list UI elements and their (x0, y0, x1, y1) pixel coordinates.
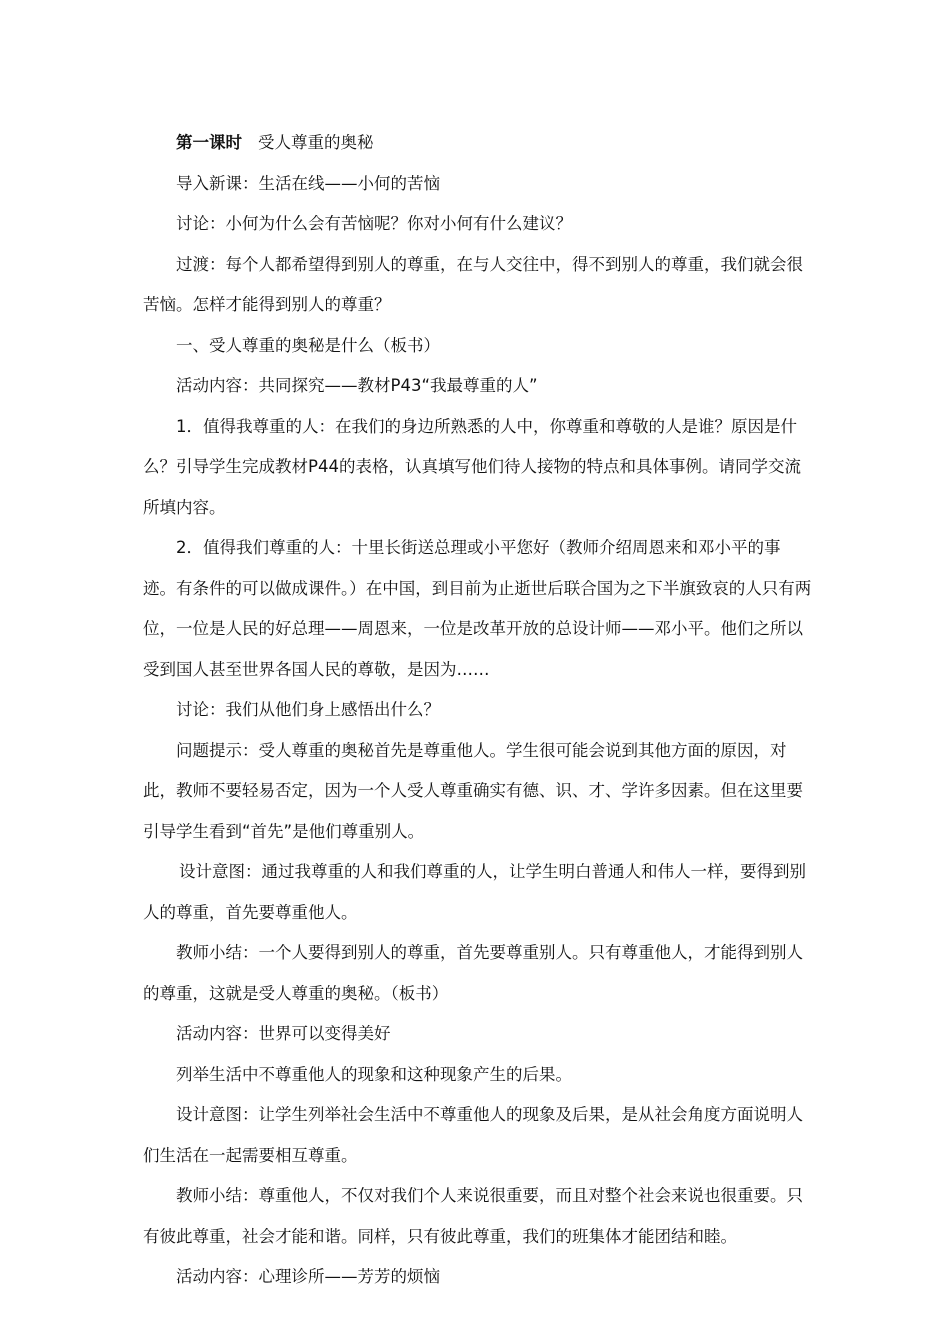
lesson-number: 第一课时 (176, 133, 242, 152)
paragraph-point-1: 1．值得我尊重的人：在我们的身边所熟悉的人中，你尊重和尊敬的人是谁？原因是什么？引导学生完成教材P44的表格，认真填写他们待人接物的特点和具体事例。请同学交流所填内容。 (143, 416, 801, 517)
lesson-topic: 受人尊重的奥秘 (258, 133, 374, 152)
paragraph-point-2: 2．值得我们尊重的人：十里长街送总理或小平您好（教师介绍周恩来和邓小平的事迹。有条件的可以做成课件。）在中国，到目前为止逝世后联合国为之下半旗致哀的人只有两位，一位是人民的好总理——周恩来，一位是改革开放的总设计师——邓小平。他们之所以受到国人甚至世界各国人民的尊敬，是因为…… (143, 538, 812, 679)
paragraph-activity-2: 活动内容：世界可以变得美好 (176, 1024, 391, 1043)
paragraph-design-1: 设计意图：通过我尊重的人和我们尊重的人，让学生明白普通人和伟人一样，要得到别人的尊重，首先要尊重他人。 (143, 862, 806, 922)
paragraph-hint: 问题提示：受人尊重的奥秘首先是尊重他人。学生很可能会说到其他方面的原因，对此，教师不要轻易否定，因为一个人受人尊重确实有德、识、才、学许多因素。但在这里要引导学生看到“首先”是他们尊重别人。 (143, 740, 803, 841)
paragraph-intro: 导入新课：生活在线——小何的苦恼 (176, 173, 440, 193)
paragraph-activity-3: 活动内容：心理诊所——芳芳的烦恼 (176, 1267, 440, 1286)
paragraph-summary-2: 教师小结：尊重他人，不仅对我们个人来说很重要，而且对整个社会来说也很重要。只有彼此尊重，社会才能和谐。同样，只有彼此尊重，我们的班集体才能团结和睦。 (143, 1186, 803, 1246)
paragraph-transition: 过渡：每个人都希望得到别人的尊重，在与人交往中，得不到别人的尊重，我们就会很苦恼。怎样才能得到别人的尊重？ (143, 254, 803, 314)
paragraph-discussion-2: 讨论：我们从他们身上感悟出什么？ (176, 700, 440, 719)
paragraph-discussion-1: 讨论：小何为什么会有苦恼呢？你对小何有什么建议？ (176, 214, 572, 233)
section-heading-1: 一、受人尊重的奥秘是什么（板书） (176, 335, 440, 355)
paragraph-summary-1: 教师小结：一个人要得到别人的尊重，首先要尊重别人。只有尊重他人，才能得到别人的尊重，这就是受人尊重的奥秘。（板书） (143, 943, 803, 1003)
document-body (143, 123, 813, 1298)
paragraph-design-2: 设计意图：让学生列举社会生活中不尊重他人的现象及后果，是从社会角度方面说明人们生活在一起需要相互尊重。 (143, 1105, 803, 1165)
paragraph-activity-1: 活动内容：共同探究——教材P43“我最尊重的人” (176, 376, 538, 395)
paragraph-list: 列举生活中不尊重他人的现象和这种现象产生的后果。 (176, 1064, 572, 1084)
lesson-title (143, 123, 813, 164)
